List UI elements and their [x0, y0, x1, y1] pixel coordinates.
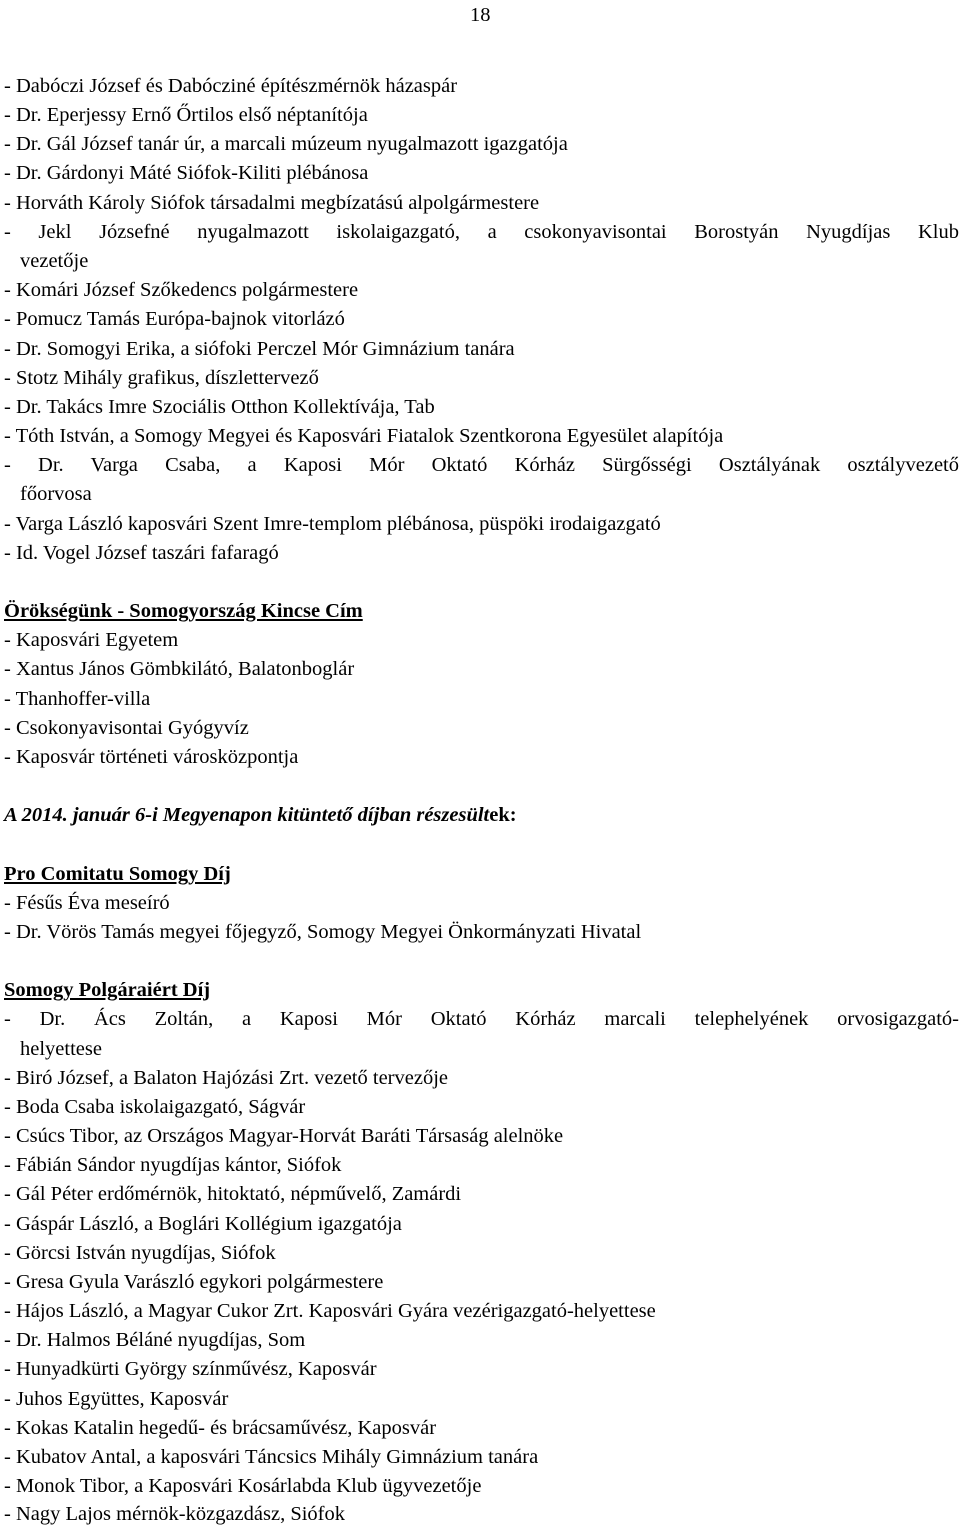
section-heading-pro-comitatu: Pro Comitatu Somogy Díj — [4, 863, 231, 885]
list-item: - Dr. Somogyi Erika, a siófoki Perczel Mór Gimnázium tanára — [4, 338, 515, 360]
list-item: - Stotz Mihály grafikus, díszlettervező — [4, 367, 319, 389]
list-item: - Boda Csaba iskolaigazgató, Ságvár — [4, 1096, 306, 1118]
list-item: - Csúcs Tibor, az Országos Magyar-Horvát Baráti Társaság alelnöke — [4, 1125, 564, 1147]
list-item: - Nagy Lajos mérnök-közgazdász, Siófok — [4, 1503, 345, 1525]
list-item: - Gresa Gyula Varászló egykori polgármestere — [4, 1271, 384, 1293]
list-item: - Xantus János Gömbkilátó, Balatonboglár — [4, 658, 355, 680]
list-item: - Dr. Gárdonyi Máté Siófok-Kiliti plébánosa — [4, 162, 369, 184]
list-item: - Dr. Ács Zoltán, a Kaposi Mór Oktató Kórház marcali telephelyének orvosigazgató- — [4, 1008, 959, 1030]
list-item: - Varga László kaposvári Szent Imre-templom plébánosa, püspöki irodaigazgató — [4, 513, 661, 535]
list-item: - Monok Tibor, a Kaposvári Kosárlabda Klub ügyvezetője — [4, 1475, 482, 1497]
list-item: - Csokonyavisontai Gyógyvíz — [4, 717, 249, 739]
list-item-continuation: főorvosa — [20, 483, 92, 505]
list-item: - Thanhoffer-villa — [4, 688, 151, 710]
list-item: - Dr. Gál József tanár úr, a marcali múzeum nyugalmazott igazgatója — [4, 133, 568, 155]
list-item: - Kaposvári Egyetem — [4, 629, 179, 651]
list-item: - Kaposvár történeti városközpontja — [4, 746, 299, 768]
list-item: - Dr. Vörös Tamás megyei főjegyző, Somogy Megyei Önkormányzati Hivatal — [4, 921, 642, 943]
list-item-continuation: vezetője — [20, 250, 89, 272]
list-item: - Hájos László, a Magyar Cukor Zrt. Kaposvári Gyára vezérigazgató-helyettese — [4, 1300, 656, 1322]
award-notice — [4, 801, 517, 830]
list-item: - Görcsi István nyugdíjas, Siófok — [4, 1242, 276, 1264]
list-item: - Horváth Károly Siófok társadalmi megbízatású alpolgármestere — [4, 192, 540, 214]
list-item-continuation: helyettese — [20, 1038, 102, 1060]
section-heading-heritage: Örökségünk - Somogyország Kincse Cím — [4, 600, 363, 622]
list-item: - Biró József, a Balaton Hajózási Zrt. vezető tervezője — [4, 1067, 448, 1089]
award-notice-main: A 2014. január 6-i Megyenapon kitüntető díjban részesült — [4, 804, 490, 826]
list-item: - Kubatov Antal, a kaposvári Táncsics Mihály Gimnázium tanára — [4, 1446, 539, 1468]
list-item: - Kokas Katalin hegedű- és brácsaművész, Kaposvár — [4, 1417, 437, 1439]
list-item: - Dr. Halmos Béláné nyugdíjas, Som — [4, 1329, 306, 1351]
list-item: - Tóth István, a Somogy Megyei és Kaposvári Fiatalok Szentkorona Egyesület alapítója — [4, 425, 724, 447]
list-item: - Dr. Eperjessy Ernő Őrtilos első néptanítója — [4, 104, 368, 126]
list-item: - Jekl Józsefné nyugalmazott iskolaigazgató, a csokonyavisontai Borostyán Nyugdíjas Klub — [4, 221, 959, 243]
list-item: - Dr. Takács Imre Szociális Otthon Kollektívája, Tab — [4, 396, 435, 418]
list-item: - Dabóczi József és Dabócziné építészmérnök házaspár — [4, 75, 458, 97]
list-item: - Hunyadkürti György színművész, Kaposvár — [4, 1358, 377, 1380]
section-heading-polgaraiert: Somogy Polgáraiért Díj — [4, 979, 211, 1001]
list-item: - Id. Vogel József taszári fafaragó — [4, 542, 279, 564]
list-item: - Gáspár László, a Boglári Kollégium igazgatója — [4, 1213, 402, 1235]
page-number: 18 — [470, 4, 491, 26]
list-item: - Pomucz Tamás Európa-bajnok vitorlázó — [4, 308, 345, 330]
award-notice-tail: ek: — [489, 804, 517, 826]
list-item: - Fábián Sándor nyugdíjas kántor, Siófok — [4, 1154, 342, 1176]
list-item: - Gál Péter erdőmérnök, hitoktató, népművelő, Zamárdi — [4, 1183, 462, 1205]
list-item: - Komári József Szőkedencs polgármestere — [4, 279, 359, 301]
list-item: - Juhos Együttes, Kaposvár — [4, 1388, 229, 1410]
list-item: - Fésűs Éva meseíró — [4, 892, 170, 914]
list-item: - Dr. Varga Csaba, a Kaposi Mór Oktató Kórház Sürgősségi Osztályának osztályvezető — [4, 454, 959, 476]
